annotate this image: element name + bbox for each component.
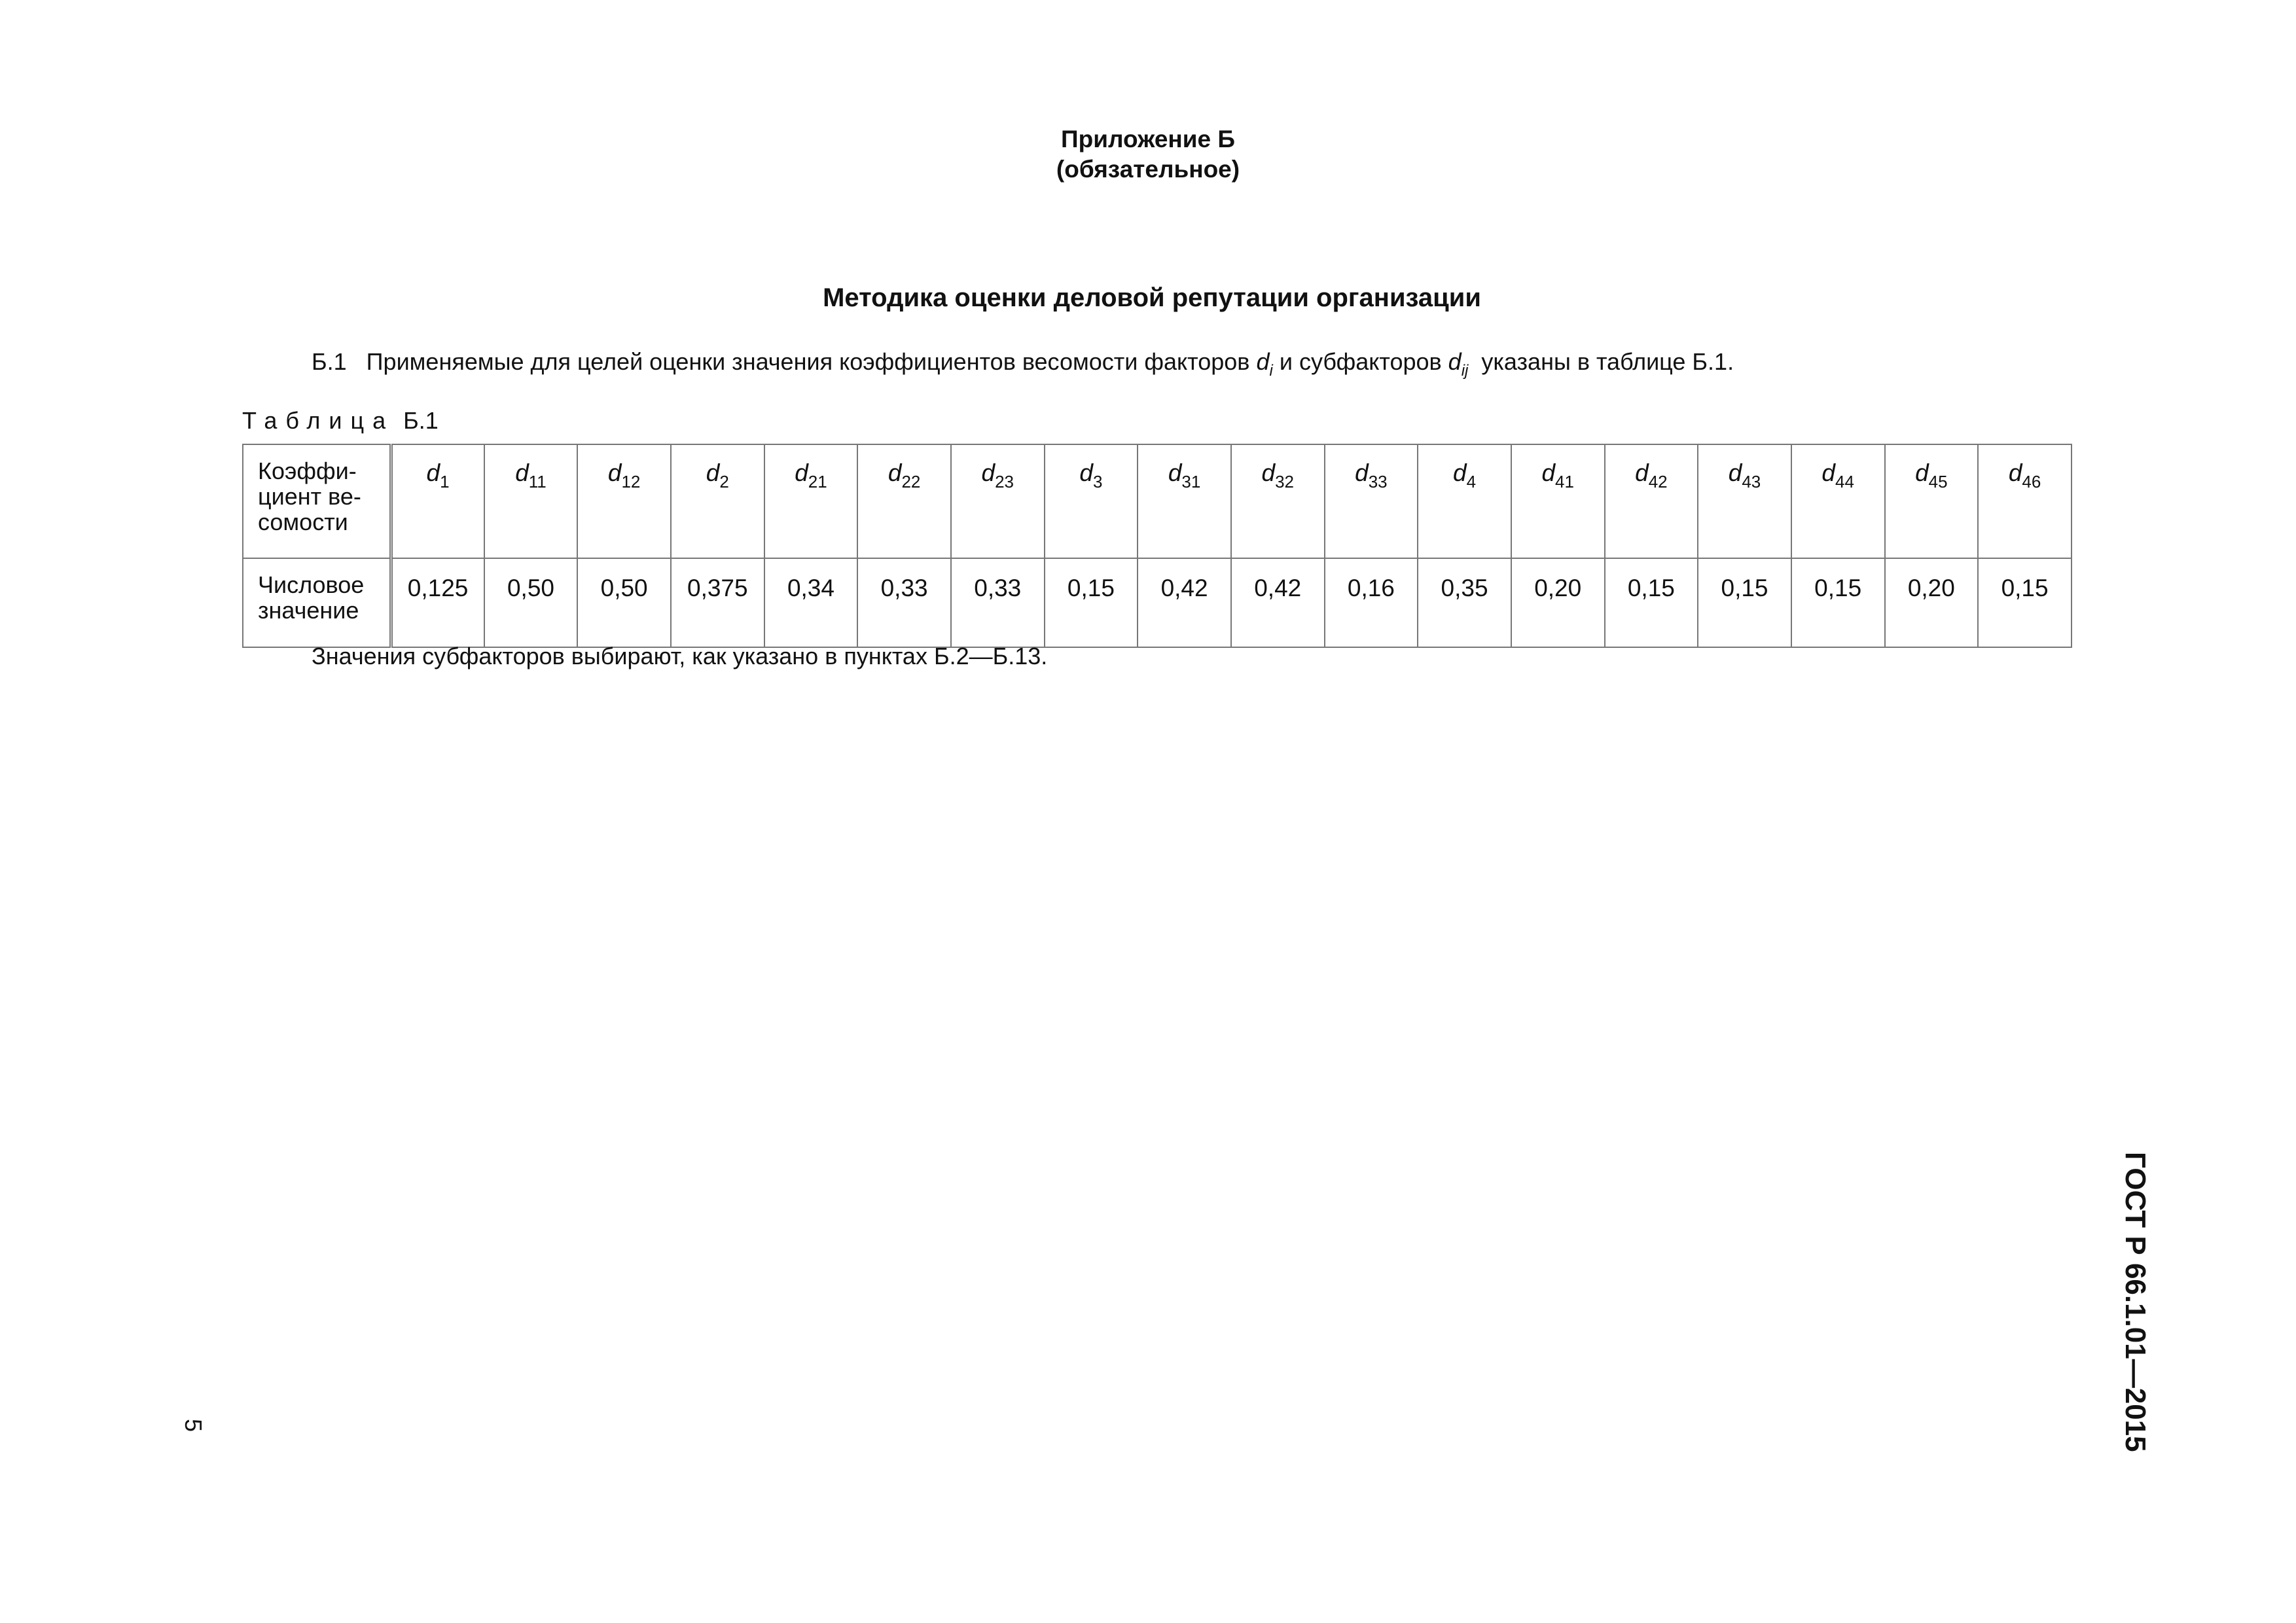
coefficient-value-cell: 0,35 [1418,558,1511,647]
coefficient-value-cell: 0,42 [1231,558,1325,647]
coefficient-symbol-cell [1418,444,1511,558]
coefficient-symbol: d [795,459,808,486]
table-caption-word: Таблица [242,407,395,434]
coefficient-value-cell: 0,15 [1791,558,1885,647]
coefficient-symbol-cell [577,444,671,558]
coefficient-symbol-cell [1231,444,1325,558]
coefficient-symbol: d [515,459,529,486]
page-number: 5 [180,1419,207,1433]
coefficient-value-cell: 0,15 [1698,558,1791,647]
table-caption-number: Б.1 [403,407,439,434]
coefficient-subscript: 2 [719,472,729,491]
factor-symbol: d [1256,348,1270,375]
standard-identifier: ГОСТ Р 66.1.01—2015 [2119,1152,2151,1452]
coefficient-subscript: 45 [1928,472,1948,491]
coefficient-symbol: d [706,459,720,486]
method-title: Методика оценки деловой репутации организации [823,283,1481,312]
coefficient-subscript: 1 [440,472,450,491]
coefficient-symbol: d [1079,459,1093,486]
note-text: Значения субфакторов выбирают, как указано в пунктах Б.2—Б.13. [312,643,1048,669]
coefficient-symbol-cell [1045,444,1138,558]
coefficient-value-cell: 0,15 [1605,558,1698,647]
coefficient-subscript: 23 [995,472,1014,491]
coefficient-subscript: 22 [901,472,921,491]
coefficient-subscript: 4 [1466,472,1477,491]
row-label-value [243,558,391,647]
coefficient-value-cell: 0,16 [1325,558,1418,647]
coefficient-symbol: d [1728,459,1742,486]
coefficient-subscript: 21 [808,472,827,491]
row-label-line: сомости [258,508,348,535]
row-label-line: значение [258,597,359,624]
coefficient-value-cell: 0,15 [1978,558,2072,647]
coefficient-symbol: d [1915,459,1929,486]
row-label-line: Числовое [258,571,365,598]
coefficient-value-cell: 0,33 [951,558,1045,647]
coefficient-symbol-cell [1885,444,1979,558]
coefficient-value-cell: 0,20 [1511,558,1605,647]
coefficient-value-cell: 0,34 [764,558,858,647]
coefficient-symbol: d [1821,459,1835,486]
coefficient-subscript: 3 [1092,472,1103,491]
coefficient-value-cell: 0,15 [1045,558,1138,647]
table-row-coefficients [243,444,2072,558]
coefficient-value-cell: 0,125 [391,558,484,647]
row-label-coefficient [243,444,391,558]
coefficient-symbol-cell [764,444,858,558]
coefficient-symbol: d [1261,459,1276,486]
coefficient-subscript: 12 [621,472,641,491]
coefficient-subscript: 41 [1555,472,1574,491]
coefficient-subscript: 11 [528,472,547,491]
subfactor-symbol: d [1448,348,1462,375]
coefficient-symbol: d [1453,459,1467,486]
annex-status: (обязательное) [1056,156,1240,183]
annex-heading [0,124,2296,185]
coefficient-symbol-cell [484,444,578,558]
coefficient-symbol: d [1168,459,1182,486]
factor-subscript: i [1269,362,1273,380]
row-label-line: Коэффи- [258,457,357,484]
coefficient-symbol-cell [391,444,484,558]
coefficient-value-cell: 0,375 [671,558,764,647]
coefficient-symbol-cell [671,444,764,558]
coefficient-symbol: d [888,459,902,486]
paragraph-text-part1: Применяемые для целей оценки значения коэффициентов весомости факторов [366,348,1250,375]
coefficient-symbol-cell [1978,444,2072,558]
coefficient-subscript: 33 [1368,472,1388,491]
coefficient-value-cell: 0,33 [857,558,951,647]
coefficient-table [242,444,2072,648]
row-label-line: циент ве- [258,483,361,510]
coefficient-symbol: d [1355,459,1369,486]
coefficient-subscript: 46 [2022,472,2041,491]
coefficient-subscript: 42 [1648,472,1668,491]
paragraph-b1 [312,346,1734,387]
coefficient-symbol: d [1541,459,1556,486]
coefficient-subscript: 43 [1742,472,1761,491]
coefficient-symbol-cell [951,444,1045,558]
paragraph-number: Б.1 [312,348,347,375]
coefficient-symbol-cell [1698,444,1791,558]
paragraph-text-part3: указаны в таблице Б.1. [1481,348,1734,375]
coefficient-symbol-cell [1605,444,1698,558]
coefficient-symbol-cell [1325,444,1418,558]
coefficient-value-cell: 0,50 [577,558,671,647]
table-row-values [243,558,2072,647]
coefficient-symbol: d [607,459,622,486]
coefficient-symbol-cell [857,444,951,558]
coefficient-value-cell: 0,50 [484,558,578,647]
coefficient-symbol-cell [1138,444,1231,558]
coefficient-symbol: d [2008,459,2022,486]
subfactor-subscript: ij [1461,362,1469,380]
annex-title: Приложение Б [1061,126,1235,152]
paragraph-text-part2: и субфакторов [1279,348,1442,375]
coefficient-subscript: 32 [1275,472,1294,491]
coefficient-value-cell: 0,42 [1138,558,1231,647]
coefficient-subscript: 31 [1181,472,1201,491]
coefficient-symbol: d [426,459,440,486]
coefficient-value-cell: 0,20 [1885,558,1979,647]
coefficient-symbol-cell [1511,444,1605,558]
coefficient-symbol-cell [1791,444,1885,558]
coefficient-symbol: d [1635,459,1649,486]
coefficient-subscript: 44 [1835,472,1854,491]
coefficient-symbol: d [981,459,996,486]
table-caption [242,404,439,437]
